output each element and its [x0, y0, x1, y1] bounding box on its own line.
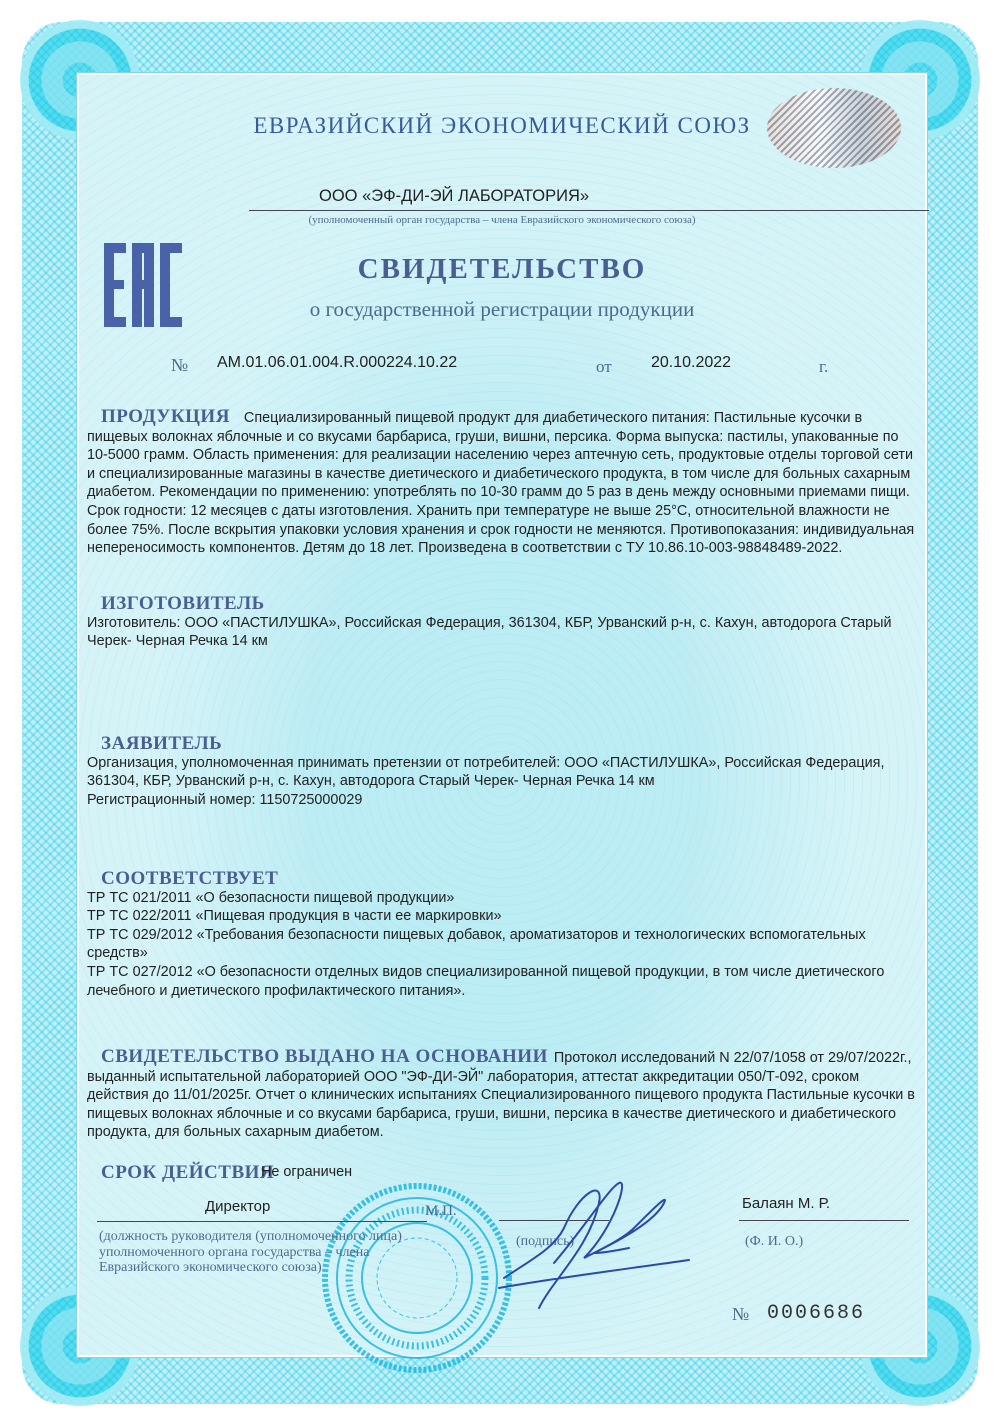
section-text: Специализированный пищевой продукт для диабетического питания: Пастильные кусочки в пищевых волокнах яблочные и со вкусами барбариса, груши, вишни, персика. Форма выпуска: пастилы, упакованные по 10-5000 грамм. Область применения: для реализации населению через аптечную сеть, продуктовые отделы торговой сети и специализированные магазины в качестве диетического и диабетического продукта, в том числе для больных сахарным диабетом. Рекомендации по применению: употреблять по 10-30 грамм до 5 раз в день между основными приемами пищи. Срок годности: 12 месяцев с даты изготовления. Хранить при температуре не выше 25°С, относительной влажности не более 75%. После вскрытия упаковки условия хранения и срок годности не меняются. Противопоказания: индивидуальная непереносимость компонентов. Детям до 18 лет. Произведена в соответствии с ТУ 10.86.10-003-98848489-2022.	[87, 410, 915, 557]
document-subtitle: о государственной регистрации продукции	[309, 297, 695, 321]
section-text: Изготовитель: ООО «ПАСТИЛУШКА», Российская Федерация, 361304, КБР, Урванский р-н, с. Кахун, автодорога Старый Черек- Черная Речка 14 км	[87, 614, 892, 650]
director-position: Директор	[205, 1198, 271, 1215]
director-name: Балаян М. Р.	[742, 1195, 831, 1212]
serial-number: 0006686	[767, 1302, 866, 1325]
section-text: Протокол исследований N 22/07/1058 от 29/07/2022г., выданный испытательной лабораторией ООО "ЭФ-ДИ-ЭЙ" лаборатория, аттестат аккредитации 050/Т-092, сроком действия до 11/01/2025г. Отчет о клинических испытаниях Специализированного пищевого продукта Пастильные кусочки в пищевых волокнах яблочные и со вкусами барбариса, груши, вишни, персика в качестве диетического и диабетического продукта, для больных сахарным диабетом.	[87, 1050, 915, 1141]
section-text: Организация, уполномоченная принимать претензии от потребителей: ООО «ПАСТИЛУШКА», Российская Федерация, 361304, КБР, Урванский р-н, с. Кахун, автодорога Старый Черек- Черная Речка 14 км	[87, 754, 885, 790]
standard-item: ТР ТС 027/2012 «О безопасности отделных видов специализированной пищевой продукции, в том числе диетического лечебного и диетического профилактического питания».	[87, 963, 885, 999]
section-heading: СООТВЕТСТВУЕТ	[101, 868, 279, 889]
certificate-paper	[77, 73, 927, 1357]
date-from-label: от	[596, 357, 612, 376]
stamp-place-label: М.П.	[425, 1203, 457, 1219]
section-applicant	[87, 735, 919, 809]
year-suffix: г.	[819, 357, 829, 376]
section-conforms	[87, 870, 919, 1000]
section-heading: СВИДЕТЕЛЬСТВО ВЫДАНО НА ОСНОВАНИИ	[101, 1046, 548, 1067]
registration-date: 20.10.2022	[651, 354, 732, 371]
organization-note: (уполномоченный орган государства – члена Евразийского экономического союза)	[308, 214, 696, 226]
section-heading: ИЗГОТОВИТЕЛЬ	[101, 593, 265, 614]
validity-value: Не ограничен	[261, 1164, 353, 1180]
section-products	[87, 408, 919, 558]
number-sign: №	[171, 355, 189, 375]
registration-number: AM.01.06.01.004.R.000224.10.22	[217, 354, 458, 371]
signature-note: (подпись)	[516, 1234, 575, 1249]
position-line	[97, 1221, 427, 1222]
section-heading: ПРОДУКЦИЯ	[101, 406, 230, 427]
serial-sign: №	[732, 1304, 750, 1324]
section-manufacturer	[87, 595, 919, 651]
standard-item: ТР ТС 029/2012 «Требования безопасности пищевых добавок, ароматизаторов и технологических вспомогательных средств»	[87, 926, 866, 962]
applicant-reg-number: Регистрационный номер: 1150725000029	[87, 791, 363, 808]
section-basis	[87, 1048, 919, 1142]
official-stamp-icon	[317, 1178, 517, 1378]
section-heading: ЗАЯВИТЕЛЬ	[101, 733, 223, 754]
standard-item: ТР ТС 022/2011 «Пищевая продукция в части ее маркировки»	[87, 908, 502, 925]
union-title: ЕВРАЗИЙСКИЙ ЭКОНОМИЧЕСКИЙ СОЮЗ	[253, 113, 751, 138]
issuing-organization: ООО «ЭФ-ДИ-ЭЙ ЛАБОРАТОРИЯ»	[319, 187, 590, 205]
name-note: (Ф. И. О.)	[745, 1234, 804, 1249]
handwritten-signature-icon	[494, 1168, 694, 1328]
validity-heading: СРОК ДЕЙСТВИЯ	[101, 1162, 275, 1183]
name-line	[739, 1220, 909, 1221]
position-note: (должность руководителя (уполномоченного лица) уполномоченного органа государства – члена Евразийского экономического союза)	[99, 1229, 402, 1275]
standard-item: ТР ТС 021/2011 «О безопасности пищевой продукции»	[87, 889, 455, 906]
hologram-sticker	[767, 88, 901, 168]
document-title: СВИДЕТЕЛЬСТВО	[357, 253, 647, 285]
divider	[249, 210, 929, 211]
